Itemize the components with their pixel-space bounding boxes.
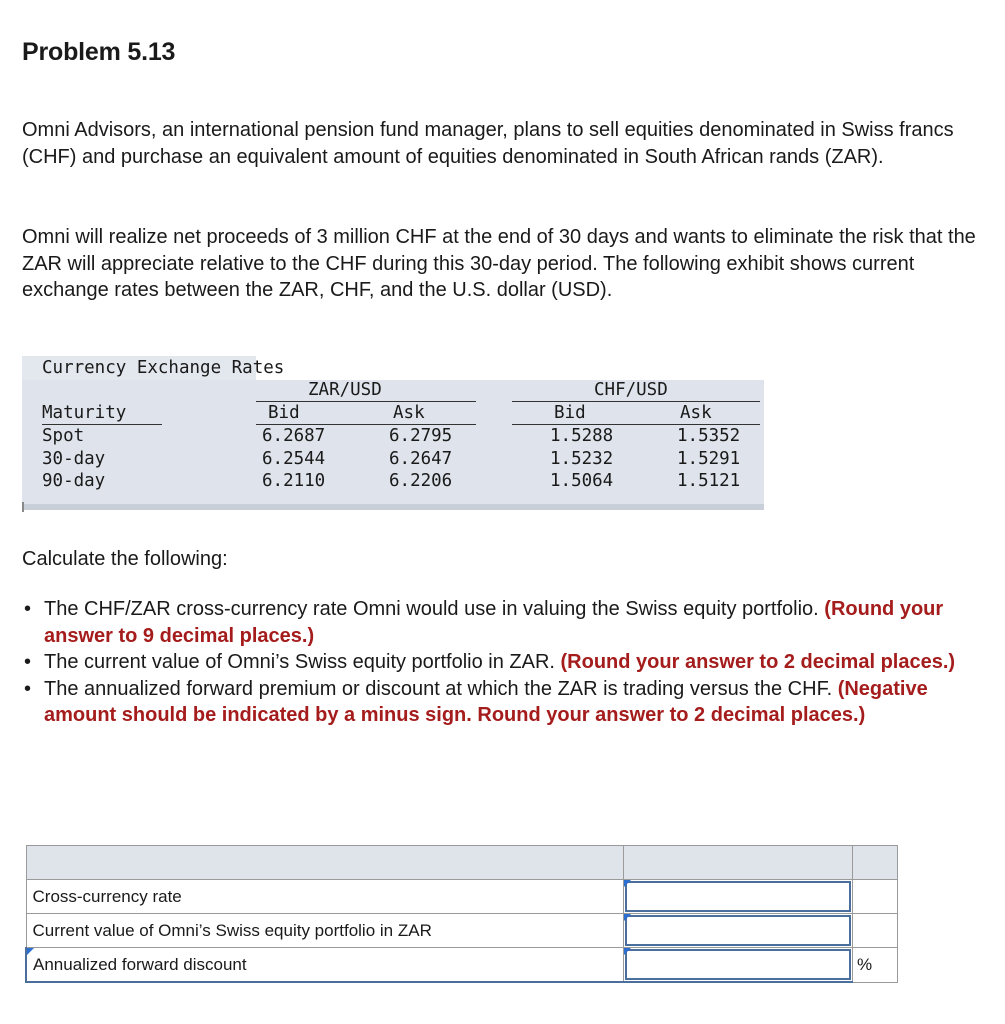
group-header-chf-usd: CHF/USD [594,380,668,400]
answer-table-header [26,846,898,880]
row-30day-chf-ask: 1.5291 [677,449,741,469]
list-item [22,596,982,649]
calculate-list [22,596,982,729]
col-header-zar-ask: Ask [393,403,425,423]
row-90day-zar-ask: 6.2206 [389,471,453,491]
list-item-text: The CHF/ZAR cross-currency rate Omni would use in valuing the Swiss equity portfolio. [44,598,825,620]
problem-paragraph-1: Omni Advisors, an international pension fund manager, plans to sell equities denominated in Swiss francs (CHF) and purchase an equivalent amount of equities denominated in South African rands (ZAR). [22,119,954,168]
row-30day-chf-bid: 1.5232 [550,449,614,469]
answer-flag-icon [624,880,631,887]
row-90day-chf-ask: 1.5121 [677,471,741,491]
exhibit-bottom-tick [22,502,24,512]
answer-flag-icon [624,948,631,955]
cross-currency-rate-input[interactable] [625,881,851,912]
header-cell-unit [853,846,898,880]
portfolio-value-input[interactable] [625,915,851,946]
problem-title: Problem 5.13 [22,38,176,66]
row-label-cross-currency-rate: Cross-currency rate [26,880,624,914]
row-30day-zar-bid: 6.2544 [262,449,326,469]
forward-discount-input[interactable] [625,949,851,980]
answer-table [25,845,898,983]
exchange-rates-exhibit [22,356,764,512]
list-item-note: (Negative amount should be indicated by a minus sign. Round your answer to 2 decimal places.) [44,677,928,726]
row-label-text: Annualized forward discount [33,954,247,974]
row-spot-maturity: Spot [42,426,85,446]
calculate-intro: Calculate the following: [22,548,228,570]
col-header-zar-bid: Bid [268,403,300,423]
row-30day-zar-ask: 6.2647 [389,449,453,469]
list-item [22,649,982,676]
percent-unit: % [853,948,898,983]
col-header-chf-bid: Bid [554,403,586,423]
answer-flag-icon [624,914,631,921]
row-spot-chf-ask: 1.5352 [677,426,741,446]
row-label-portfolio-value-zar: Current value of Omni’s Swiss equity portfolio in ZAR [26,914,624,948]
bullet-icon: • [24,677,32,700]
table-row [26,914,898,948]
exhibit-title: Currency Exchange Rates [42,358,285,378]
row-90day-chf-bid: 1.5064 [550,471,614,491]
col-header-chf-ask: Ask [680,403,712,423]
group-header-zar-usd: ZAR/USD [308,380,382,400]
list-item-text: The annualized forward premium or discount at which the ZAR is trading versus the CHF. [44,677,838,700]
input-cell [624,948,853,983]
col-header-maturity: Maturity [42,403,127,423]
list-item-note: (Round your answer to 9 decimal places.) [44,598,944,647]
row-90day-zar-bid: 6.2110 [262,471,326,491]
input-cell [624,914,853,948]
unit-cell [853,914,898,948]
label-flag-icon [27,948,34,955]
row-spot-zar-bid: 6.2687 [262,426,326,446]
problem-paragraph-2: Omni will realize net proceeds of 3 million CHF at the end of 30 days and wants to eliminate the risk that the ZAR will appreciate relative to the CHF during this 30-day period. The following exhibit shows current exchange rates between the ZAR, CHF, and the U.S. dollar (USD). [22,226,976,301]
table-row [26,880,898,914]
row-30day-maturity: 30-day [42,449,106,469]
row-90day-maturity: 90-day [42,471,106,491]
table-row [26,948,898,983]
row-spot-zar-ask: 6.2795 [389,426,453,446]
bullet-icon: • [24,598,32,620]
bullet-icon: • [24,651,32,673]
row-spot-chf-bid: 1.5288 [550,426,614,446]
exhibit-bottom-rule [22,504,764,510]
header-cell-label [26,846,624,880]
list-item-note: (Round your answer to 2 decimal places.) [560,651,956,673]
row-label-annualized-forward-discount [26,948,624,983]
unit-cell [853,880,898,914]
header-cell-value [624,846,853,880]
list-item [22,676,982,729]
list-item-text: The current value of Omni’s Swiss equity portfolio in ZAR. [44,651,561,673]
input-cell [624,880,853,914]
chf-usd-header-rule [512,401,760,402]
